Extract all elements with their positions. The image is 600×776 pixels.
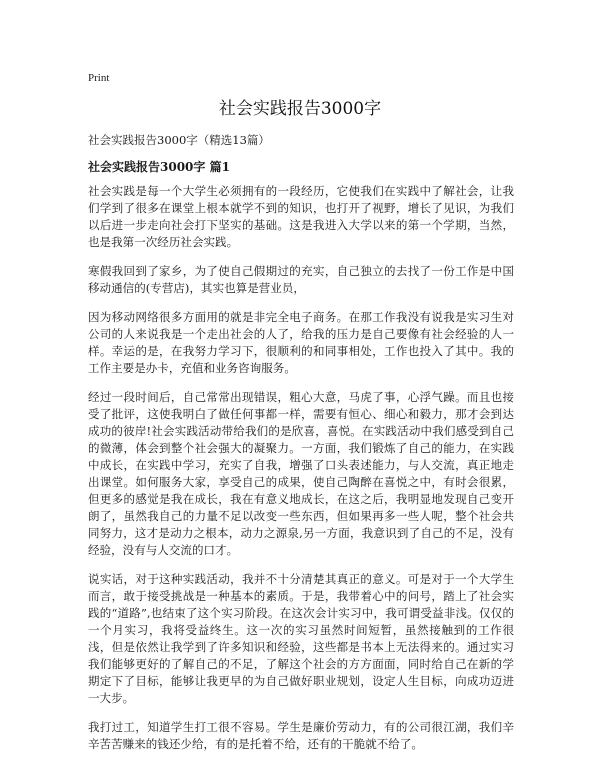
document-subtitle: 社会实践报告3000字（精选13篇） xyxy=(88,133,270,147)
paragraph: 社会实践是每一个大学生必须拥有的一段经历，它使我们在实践中了解社会，让我们学到了很多在课堂上根本就学不到的知识，也打开了视野，增长了见识，为我们以后进一步走向社会打下坚实的基础。这是我进入大学以来的第一个学期，当然，也是我第一次经历社会实践。 xyxy=(88,184,514,249)
section-heading: 社会实践报告3000字 篇1 xyxy=(88,160,230,174)
paragraph: 寒假我回到了家乡，为了使自己假期过的充实，自己独立的去找了一份工作是中国移动通信的(专营店)，其实也算是营业员， xyxy=(88,264,514,295)
article-body xyxy=(88,183,514,765)
paragraph: 说实话，对于这种实践活动，我并不十分清楚其真正的意义。可是对于一个大学生而言，敢于接受挑战是一种基本的素质。于是，我带着心中的问号，踏上了社会实践的“道路”,也结束了这个实习阶段。在这次会计实习中，我可谓受益非浅。仅仅的一个月实习，我将受益终生。这一次的实习虽然时间短暂，虽然接触到的工作很浅，但是依然让我学到了许多知识和经验，这些都是书本上无法得来的。通过实习我们能够更好的了解自己的不足，了解这个社会的方方面面，同时给自己在新的学期定下了目标，能够让我更早的为自己做好职业规划，设定人生目标，向成功迈进一大步。 xyxy=(88,572,514,705)
paragraph: 因为移动网络很多方面用的就是非完全电子商务。在那工作我没有说我是实习生对公司的人来说我是一个走出社会的人了，给我的压力是自己要像有社会经验的人一样。幸运的是，在我努力学习下，很顺利的和同事相处，工作也投入了其中。我的工作主要是办卡，充值和业务咨询服务。 xyxy=(88,310,514,375)
paragraph: 我打过工，知道学生打工很不容易。学生是廉价劳动力，有的公司很江湖，我们辛辛苦苦赚来的钱还少给，有的是托着不给，还有的干脆就不给了。 xyxy=(88,720,514,751)
print-link[interactable]: Print xyxy=(88,72,110,84)
paragraph: 经过一段时间后，自己常常出现错误，粗心大意，马虎了事，心浮气躁。而且也接受了批评，这使我明白了做任何事都一样，需要有恒心、细心和毅力，那才会到达成功的彼岸!社会实践活动带给我们的是欣喜，喜悦。在实践活动中我们感受到自己的微薄，体会到整个社会强大的凝聚力。一方面，我们锻炼了自己的能力，在实践中成长，在实践中学习，充实了自我，增强了口头表述能力，与人交流，真正地走出课堂。如何服务大家，享受自己的成果，使自己陶醉在喜悦之中，有时会很累，但更多的感觉是我在成长，我在有意义地成长，在这之后，我明显地发现自己变开朗了，虽然我自己的力量不足以改变一些东西，但如果再多一些人呢，整个社会共同努力，这才是动力之根本，动力之源泉,另一方面，我意识到了自己的不足，没有经验，没有与人交流的口才。 xyxy=(88,390,514,557)
page-title: 社会实践报告3000字 xyxy=(218,99,382,119)
